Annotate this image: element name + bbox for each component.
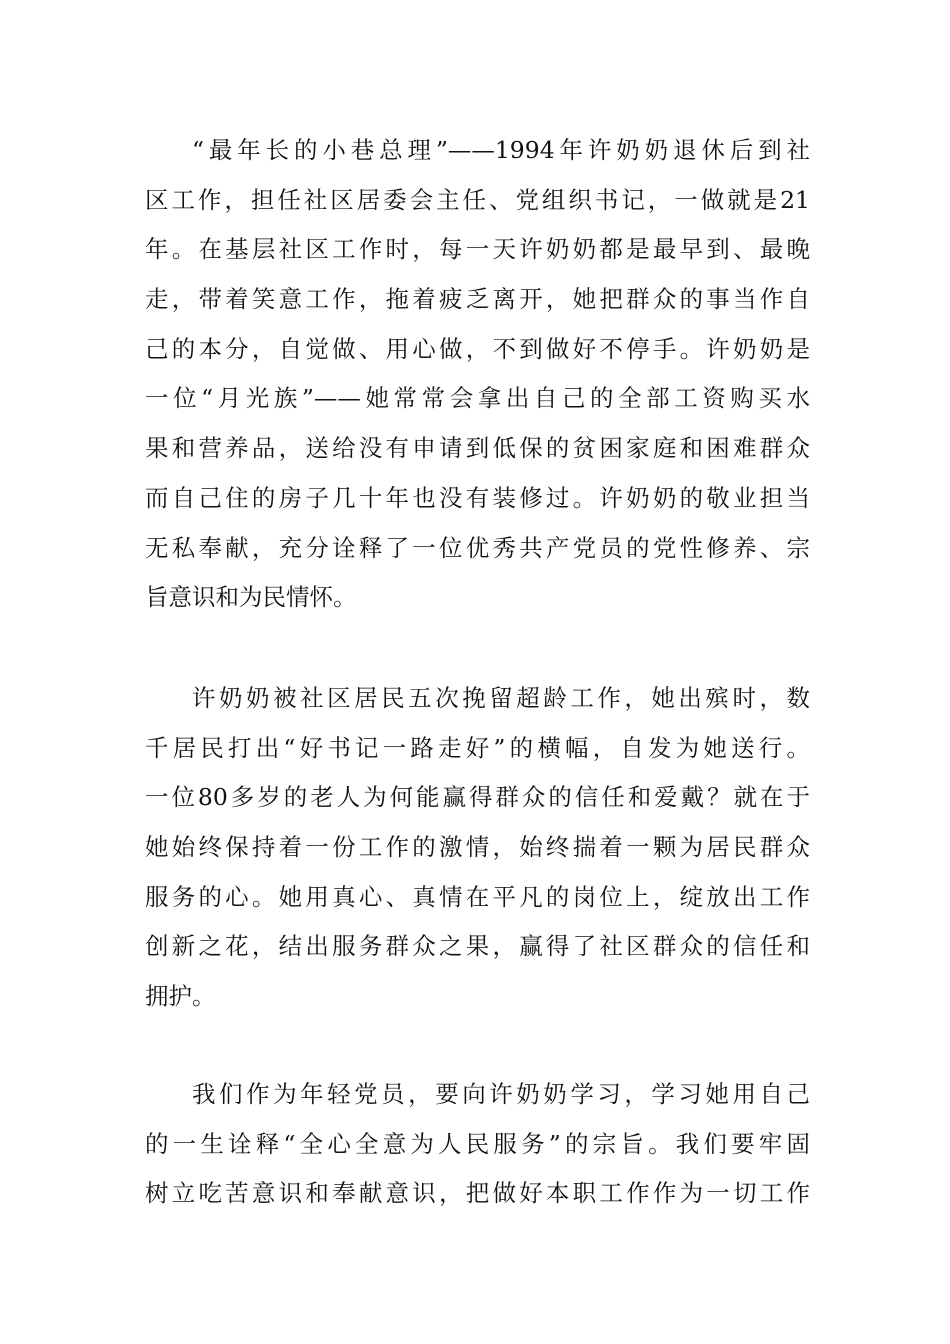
paragraph-line: 走，带着笑意工作，拖着疲乏离开，她把群众的事当作自	[145, 285, 810, 314]
paragraph-line: 我们作为年轻党员，要向许奶奶学习，学习她用自己	[192, 1080, 810, 1108]
paragraph-line: 一位80多岁的老人为何能赢得群众的信任和爱戴？就在于	[145, 783, 810, 812]
paragraph-line: “最年长的小巷总理”——1994年许奶奶退休后到社	[192, 136, 810, 164]
paragraph-line: 她始终保持着一份工作的激情，始终揣着一颗为居民群众	[145, 833, 810, 862]
paragraph-line: 己的本分，自觉做、用心做，不到做好不停手。许奶奶是	[145, 334, 810, 363]
paragraph-line: 许奶奶被社区居民五次挽留超龄工作，她出殡时，数	[192, 684, 810, 712]
paragraph-1	[145, 126, 810, 623]
paragraph-2	[145, 674, 810, 1022]
paragraph-line: 拥护。	[145, 982, 216, 1011]
paragraph-line: 服务的心。她用真心、真情在平凡的岗位上，绽放出工作	[145, 882, 810, 911]
paragraph-line: 创新之花，结出服务群众之果，赢得了社区群众的信任和	[145, 932, 810, 961]
paragraph-line: 无私奉献，充分诠释了一位优秀共产党员的党性修养、宗	[145, 533, 810, 562]
paragraph-line: 果和营养品，送给没有申请到低保的贫困家庭和困难群众	[145, 434, 810, 463]
paragraph-line: 一位“月光族”——她常常会拿出自己的全部工资购买水	[145, 384, 810, 413]
paragraph-line: 树立吃苦意识和奉献意识，把做好本职工作作为一切工作	[145, 1179, 810, 1208]
paragraph-3	[145, 1070, 810, 1219]
paragraph-line: 的一生诠释“全心全意为人民服务”的宗旨。我们要牢固	[145, 1129, 810, 1158]
paragraph-line: 旨意识和为民情怀。	[145, 583, 357, 612]
paragraph-line: 千居民打出“好书记一路走好”的横幅，自发为她送行。	[145, 733, 810, 762]
paragraph-line: 而自己住的房子几十年也没有装修过。许奶奶的敬业担当	[145, 483, 810, 512]
paragraph-line: 年。在基层社区工作时，每一天许奶奶都是最早到、最晚	[145, 235, 810, 264]
paragraph-line: 区工作，担任社区居委会主任、党组织书记，一做就是21	[145, 185, 810, 214]
